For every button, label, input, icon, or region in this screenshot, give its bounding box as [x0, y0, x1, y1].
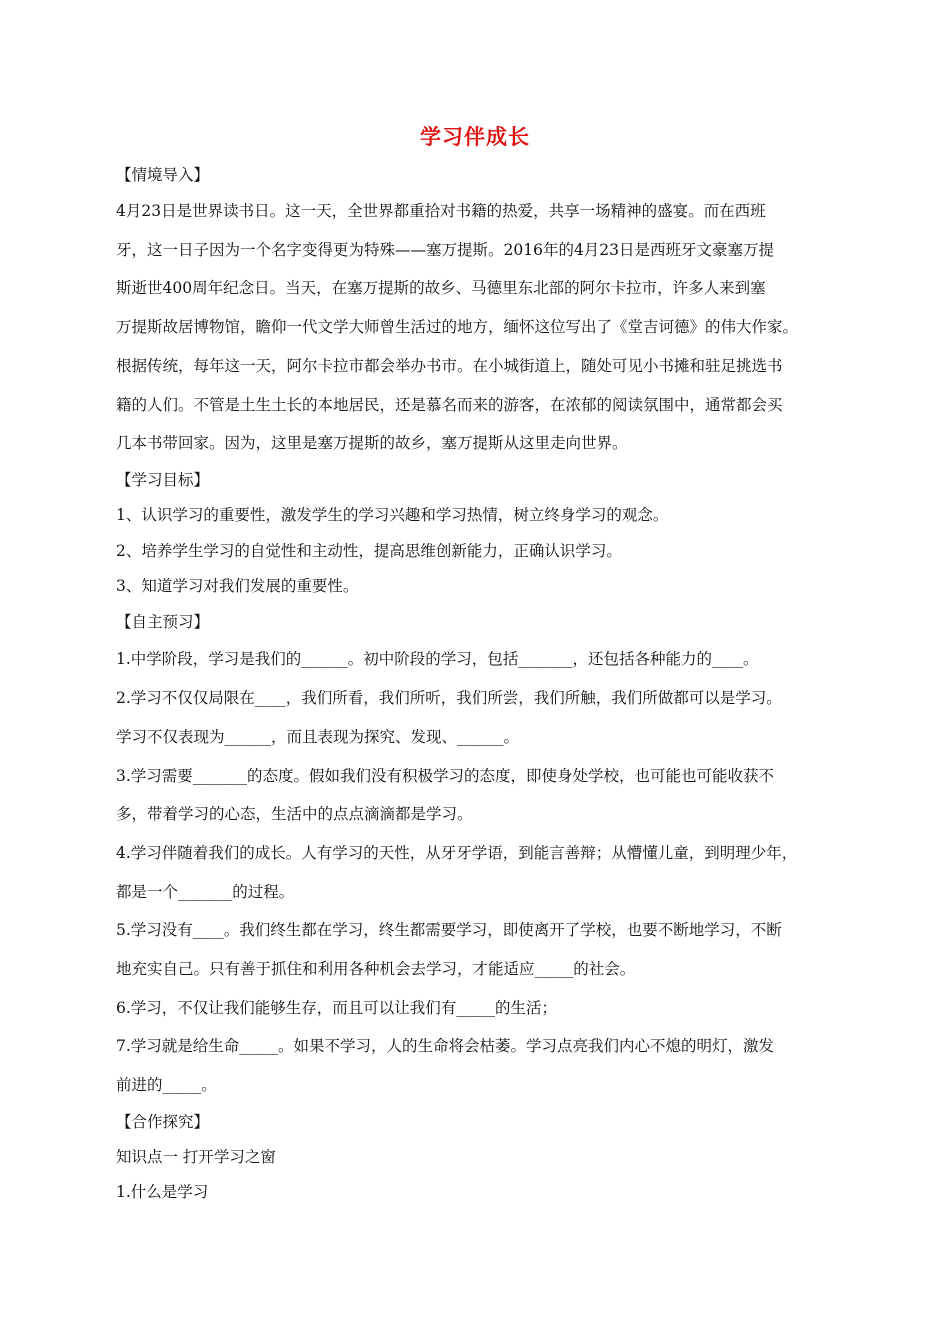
intro-line: 4月23日是世界读书日。这一天，全世界都重拾对书籍的热爱，共享一场精神的盛宴。而在西班	[116, 202, 766, 220]
preview-line: 7.学习就是给生命_____。如果不学习，人的生命将会枯萎。学习点亮我们内心不熄的明灯，激发	[116, 1037, 775, 1056]
intro-line: 几本书带回家。因为，这里是塞万提斯的故乡，塞万提斯从这里走向世界。	[116, 434, 628, 453]
preview-line: 1.中学阶段，学习是我们的______。初中阶段的学习，包括_______，还包括各种能力的____。	[116, 650, 759, 669]
preview-line: 3.学习需要_______的态度。假如我们没有积极学习的态度，即使身处学校，也可能也可能收获不	[116, 766, 775, 785]
intro-line: 斯逝世400周年纪念日。当天，在塞万提斯的故乡、马德里东北部的阿尔卡拉市，许多人来到塞	[116, 279, 766, 298]
preview-line: 6.学习，不仅让我们能够生存，而且可以让我们有_____的生活；	[116, 998, 558, 1017]
objective-item: 1、认识学习的重要性，激发学生的学习兴趣和学习热情，树立终身学习的观念。	[116, 506, 669, 525]
intro-line: 籍的人们。不管是土生土长的本地居民，还是慕名而来的游客，在浓郁的阅读氛围中，通常都会买	[116, 395, 783, 414]
intro-line: 根据传统，每年这一天，阿尔卡拉市都会举办书市。在小城街道上，随处可见小书摊和驻足挑选书	[116, 356, 783, 375]
preview-line: 5.学习没有____。我们终生都在学习，终生都需要学习，即使离开了学校，也要不断地学习，不断	[116, 921, 782, 940]
intro-line: 牙，这一日子因为一个名字变得更为特殊——塞万提斯。2016年的4月23日是西班牙文豪塞万提	[116, 240, 775, 259]
section-heading-intro: 【情境导入】	[116, 166, 210, 184]
preview-line: 多，带着学习的心态，生活中的点点滴滴都是学习。	[116, 805, 473, 824]
preview-line: 都是一个_______的过程。	[116, 882, 295, 901]
question-line: 1.什么是学习	[116, 1182, 209, 1201]
preview-line: 学习不仅表现为______，而且表现为探究、发现、______。	[116, 727, 520, 746]
section-heading-objectives: 【学习目标】	[116, 470, 210, 489]
intro-paragraph	[116, 192, 844, 463]
document-body	[116, 158, 844, 1210]
section-heading-cooperation: 【合作探究】	[116, 1112, 210, 1131]
preview-line: 地充实自己。只有善于抓住和利用各种机会去学习，才能适应_____的社会。	[116, 960, 636, 979]
objective-item: 2、培养学生学习的自觉性和主动性，提高思维创新能力，正确认识学习。	[116, 541, 622, 560]
knowledge-point-title: 知识点一 打开学习之窗	[116, 1147, 276, 1166]
section-heading-preview: 【自主预习】	[116, 612, 210, 631]
preview-line: 前进的_____。	[116, 1076, 217, 1095]
intro-line: 万提斯故居博物馆，瞻仰一代文学大师曾生活过的地方，缅怀这位写出了《堂吉诃德》的伟大作家。	[116, 318, 799, 337]
preview-line: 2.学习不仅仅局限在____，我们所看，我们所听，我们所尝，我们所触，我们所做都可以是学习。	[116, 689, 782, 708]
preview-line: 4.学习伴随着我们的成长。人有学习的天性，从牙牙学语，到能言善辩；从懵懂儿童，到明理少年，	[116, 843, 798, 862]
objective-item: 3、知道学习对我们发展的重要性。	[116, 577, 359, 596]
document-title: 学习伴成长	[420, 124, 530, 149]
